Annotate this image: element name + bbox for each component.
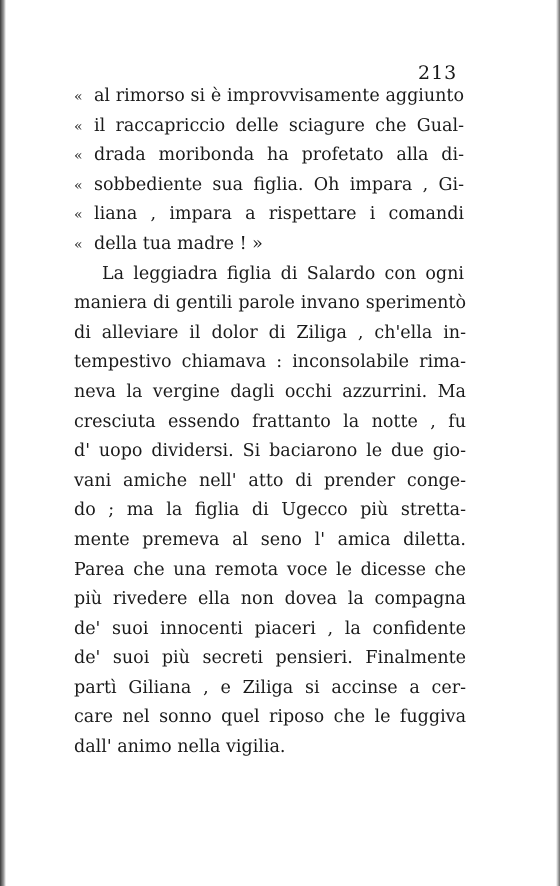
- text-line: [74, 112, 466, 142]
- line-text: drada moribonda ha profetato alla di-: [94, 145, 464, 166]
- page-number: 213: [418, 62, 458, 84]
- text-line: tempestivo chiamava : inconsolabile rima-: [74, 352, 466, 373]
- text-line: de' suoi innocenti piaceri , la confidente: [74, 618, 466, 639]
- text-line: dall' animo nella vigilia.: [74, 737, 286, 758]
- text-line: maniera di gentili parole invano sperimentò: [74, 293, 466, 314]
- text-line: care nel sonno quel riposo che le fuggiva: [74, 707, 466, 728]
- page-edge-shadow: [556, 0, 560, 886]
- text-line: Parea che una remota voce le dicesse che: [74, 559, 466, 580]
- line-text: sobbediente sua figlia. Oh impara , Gi-: [94, 174, 464, 195]
- text-line: de' suoi più secreti pensieri. Finalmente: [74, 648, 466, 669]
- line-text: al rimorso si è improvvisamente aggiunto: [94, 86, 464, 106]
- text-line: cresciuta essendo frattanto la notte , fu: [74, 411, 466, 432]
- text-line: di alleviare il dolor di Ziliga , ch'ella in-: [74, 322, 466, 343]
- text-line: [74, 230, 466, 260]
- text-line: [74, 141, 466, 171]
- line-text: il raccapriccio delle sciagure che Gual-: [94, 115, 464, 136]
- line-text: liana , impara a rispettare i comandi: [94, 204, 464, 225]
- text-line: do ; ma la figlia di Ugeccо più stretta-: [74, 500, 466, 521]
- text-line: vani amiche nell' atto di prender conge-: [74, 470, 466, 491]
- body-text: [74, 82, 466, 763]
- quotation-mark: «: [74, 89, 83, 105]
- text-line: [74, 82, 466, 112]
- quotation-mark: «: [74, 177, 83, 194]
- text-line: [74, 260, 466, 290]
- quotation-mark: «: [74, 118, 83, 135]
- text-line: [74, 171, 466, 201]
- paragraph-first-line: La leggiadra figlia di Salardo con ogni: [102, 263, 464, 284]
- quotation-mark: «: [74, 148, 83, 165]
- line-text: della tua madre ! »: [94, 233, 263, 254]
- quotation-mark: «: [74, 207, 83, 224]
- text-line: [74, 200, 466, 230]
- text-line: mente premeva al seno l' amica diletta.: [74, 529, 466, 550]
- page-binding-shadow: [0, 0, 6, 886]
- text-line: neva la vergine dagli occhi azzurrini. Ma: [74, 381, 466, 402]
- text-line: d' uopo dividersi. Si baciarono le due gio-: [74, 441, 466, 462]
- quotation-mark: «: [74, 236, 83, 253]
- text-line: più rivedere ella non dovea la compagna: [74, 589, 466, 610]
- text-line: partì Giliana , e Ziliga si accinse a cer-: [74, 677, 466, 698]
